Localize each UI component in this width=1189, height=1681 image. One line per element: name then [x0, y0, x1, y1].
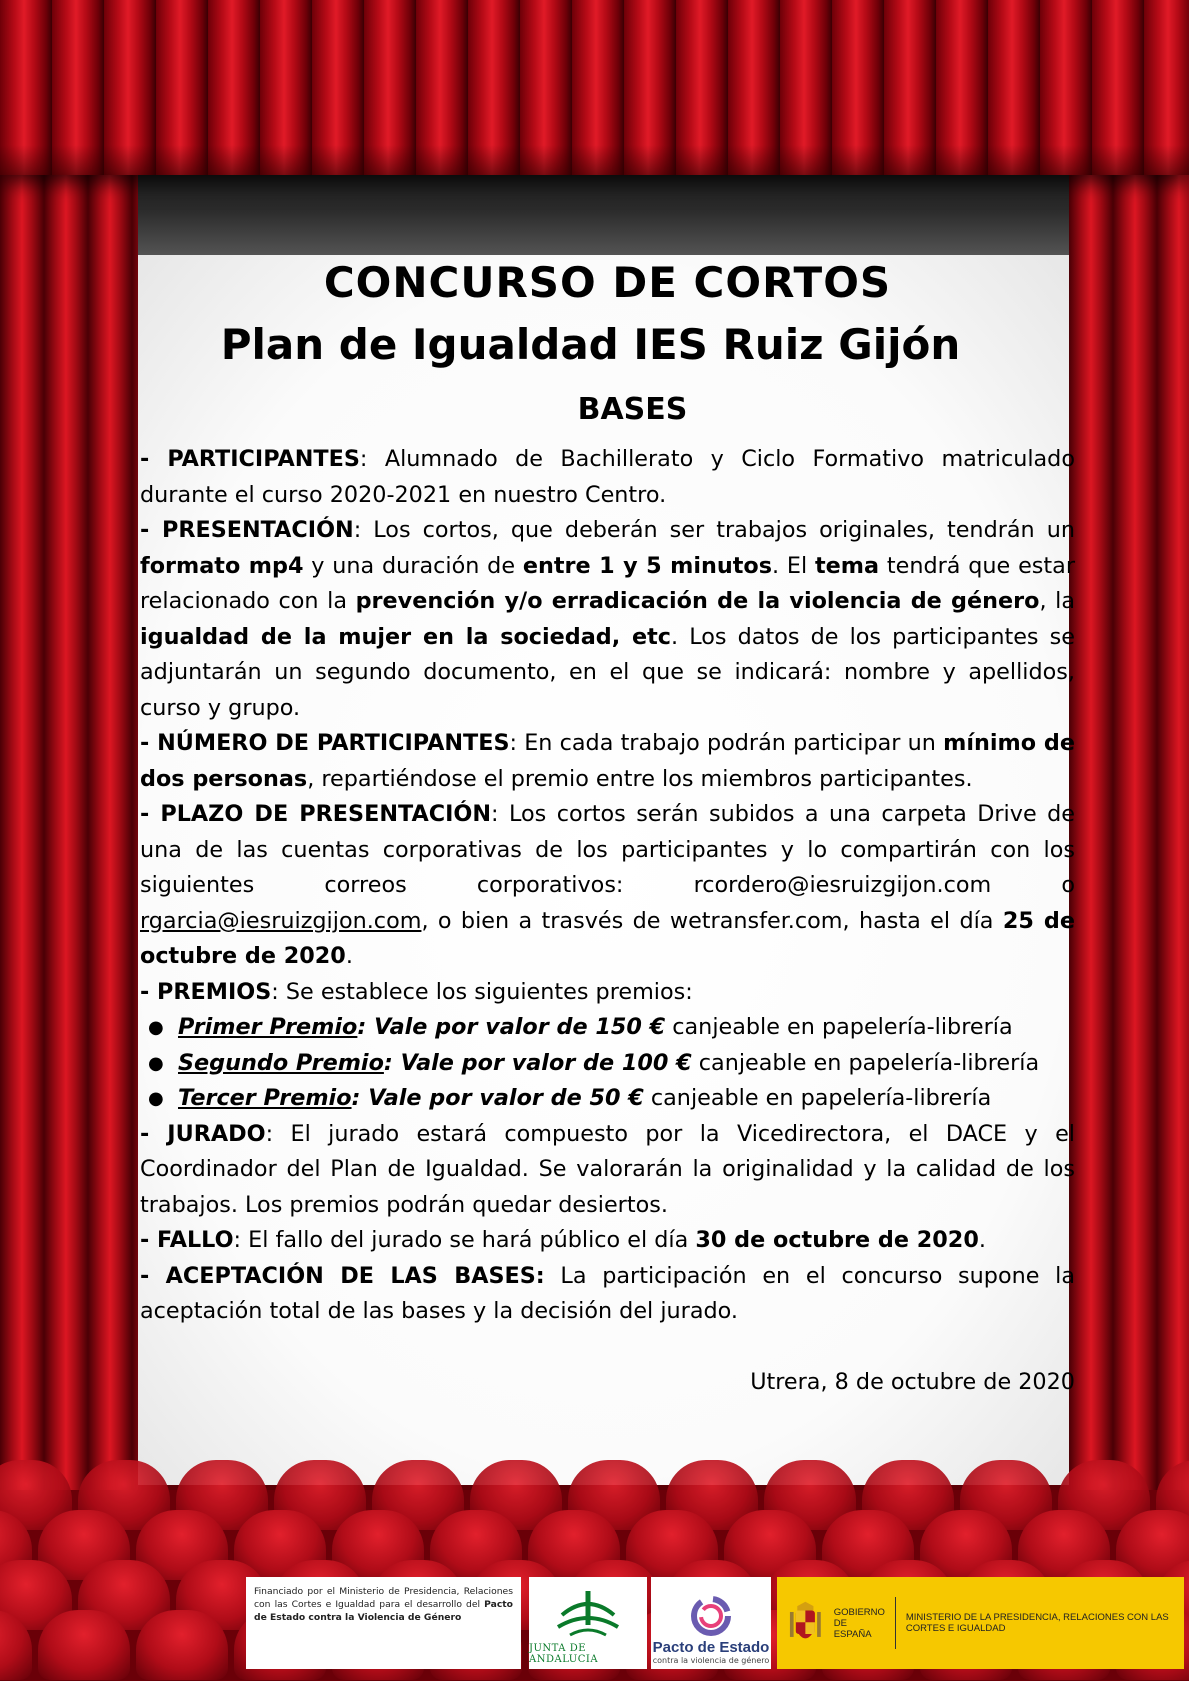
signature-date: Utrera, 8 de octubre de 2020 [750, 1368, 1075, 1395]
curtain-top [0, 0, 1189, 175]
list-item: ● Segundo Premio: Vale por valor de 100 € canjeable en papelería-librería [140, 1046, 1075, 1082]
junta-emblem-icon [548, 1585, 628, 1643]
pacto-ring-icon [683, 1593, 739, 1639]
prize-list [140, 1010, 1075, 1117]
rule-jurado: - JURADO: El jurado estará compuesto por la Vicedirectora, el DACE y el Coordinador del Plan de Igualdad. Se valorarán la originalidad y la calidad de los trabajos. Los premios podrán quedar desiertos. [140, 1120, 1075, 1218]
rule-label: - ACEPTACIÓN DE LAS BASES: [140, 1262, 545, 1289]
rule-label: - NÚMERO DE PARTICIPANTES [140, 730, 510, 756]
rule-participantes: - PARTICIPANTES: Alumnado de Bachillerato y Ciclo Formativo matriculado durante el curso 2020-2021 en nuestro Centro. [140, 446, 1075, 508]
gobierno-label: GOBIERNO DE ESPAÑA [833, 1606, 885, 1640]
bullet-icon: ● [148, 1017, 164, 1038]
rule-label: - FALLO [140, 1227, 234, 1253]
ministerio-label: MINISTERIO DE LA PRESIDENCIA, RELACIONES CON LAS CORTES E IGUALDAD [905, 1612, 1169, 1634]
curtain-right [1069, 150, 1189, 1530]
rule-label: - JURADO [140, 1120, 266, 1147]
pacto-estado-logo [651, 1577, 771, 1669]
rule-label: - PRESENTACIÓN [140, 517, 354, 543]
rule-label: - PLAZO DE PRESENTACIÓN [140, 801, 491, 827]
rule-label: - PREMIOS [140, 978, 272, 1005]
bullet-icon: ● [148, 1052, 164, 1074]
junta-label: JUNTA DE ANDALUCIA [529, 1643, 599, 1665]
rule-premios: - PREMIOS: Se establece los siguientes premios: [140, 978, 693, 1005]
pacto-title: Pacto de Estado [652, 1639, 770, 1656]
rule-aceptacion: - ACEPTACIÓN DE LAS BASES: La participación en el concurso supone la aceptación total de las bases y la decisión del jurado. [140, 1262, 1075, 1324]
rule-label: - PARTICIPANTES [140, 446, 360, 472]
curtain-left [0, 150, 138, 1530]
rule-fallo: - FALLO: El fallo del jurado se hará público el día 30 de octubre de 2020. [140, 1227, 986, 1253]
rule-plazo: - PLAZO DE PRESENTACIÓN: Los cortos serán subidos a una carpeta Drive de una de las cuentas corporativas de los participantes y lo compartirán con los siguientes correos corporativos: rcordero@iesruizgijon.com o rgarcia@iesruizgijon.com, o bien a trasvés de wetransfer.com, hasta el día 25 de octubre de 2020. [140, 801, 1076, 969]
funding-footer [246, 1577, 1184, 1669]
list-item: ● Tercer Premio: Vale por valor de 50 € canjeable en papelería-librería [140, 1081, 1075, 1117]
gobierno-espana-logo [777, 1577, 1184, 1669]
rule-numero-participantes: - NÚMERO DE PARTICIPANTES: En cada trabajo podrán participar un mínimo de dos personas, repartiéndose el premio entre los miembros participantes. [140, 730, 1076, 792]
pacto-subtitle: contra la violencia de género [652, 1656, 770, 1665]
junta-andalucia-logo [529, 1577, 647, 1669]
email-link[interactable]: rgarcia@iesruizgijon.com [140, 907, 422, 934]
poster-subtitle: Plan de Igualdad IES Ruiz Gijón [220, 320, 961, 369]
coat-of-arms-icon [787, 1592, 824, 1654]
bullet-icon: ● [148, 1088, 164, 1109]
poster-content [140, 250, 1075, 1400]
rule-presentacion: - PRESENTACIÓN: Los cortos, que deberán ser trabajos originales, tendrán un formato mp4 y una duración de entre 1 y 5 minutos. El tema tendrá que estar relacionado con la prevención y/o erradicación de la violencia de género, la igualdad de la mujer en la sociedad, etc. Los datos de los participantes se adjuntarán un segundo documento, en el que se indicará: nombre y apellidos, curso y grupo. [140, 517, 1076, 721]
divider [895, 1597, 896, 1649]
funding-note: Financiado por el Ministerio de Presidencia, Relaciones con las Cortes e Igualdad para el desarrollo del Pacto de Estado contra la Violencia de Género [246, 1577, 521, 1669]
poster-title: CONCURSO DE CORTOS [323, 258, 892, 307]
list-item: ● Primer Premio: Vale por valor de 150 € canjeable en papelería-librería [140, 1010, 1075, 1046]
section-heading: BASES [577, 392, 688, 427]
